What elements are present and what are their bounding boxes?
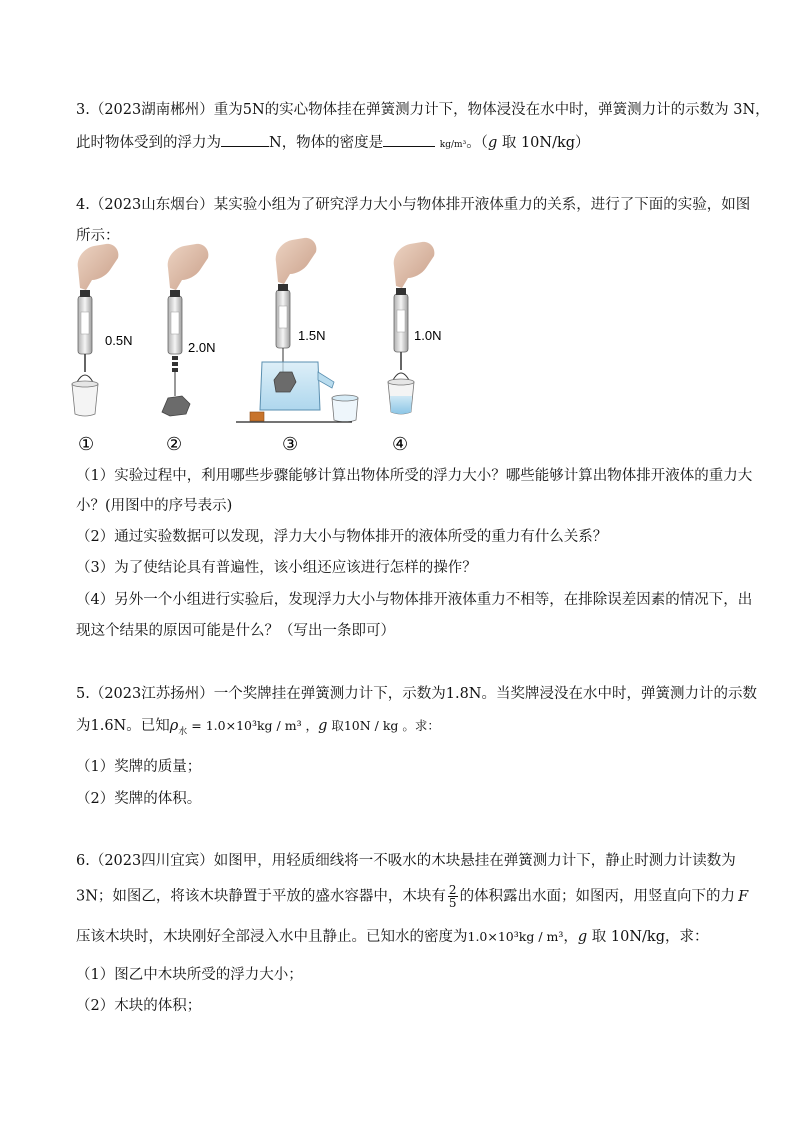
q4-line1: 4.（2023山东烟台）某实验小组为了研究浮力大小与物体排开液体重力的关系，进行了下面的实验，如图 xyxy=(76,197,751,213)
q6-g: g xyxy=(577,929,588,945)
reading-2: 2.0N xyxy=(188,340,216,355)
water-icon xyxy=(390,396,412,414)
q6-frac-den: 5 xyxy=(448,896,457,910)
q6-F: F xyxy=(738,888,749,905)
stone-icon xyxy=(162,396,190,416)
setup-3 xyxy=(236,238,358,422)
q3-text-a: 此时物体受到的浮力为 xyxy=(76,135,221,151)
reading-3: 1.5N xyxy=(298,328,326,343)
q5-rho: ρ xyxy=(169,718,179,734)
q6-text-a: 3N；如图乙，将该木块静置于平放的盛水容器中，木块有 xyxy=(76,888,446,905)
bucket-icon xyxy=(332,398,358,422)
q4-sub1-a: （1）实验过程中，利用哪些步骤能够计算出物体所受的浮力大小？哪些能够计算出物体排开液体的重力大 xyxy=(76,468,753,484)
q6-line3 xyxy=(76,927,708,947)
q3-unit: kg/m³ xyxy=(439,140,467,150)
q5-line1: 5.（2023江苏扬州）一个奖牌挂在弹簧测力计下，示数为1.8N。当奖牌浸没在水中时，弹簧测力计的示数 xyxy=(76,686,757,702)
q4-line2: 所示： xyxy=(76,228,120,244)
q6-line1: 6.（2023四川宜宾）如图甲，用轻质细线将一不吸水的木块悬挂在弹簧测力计下，静止时测力计读数为 xyxy=(76,853,736,869)
bucket-icon xyxy=(72,384,98,416)
label-2: ② xyxy=(166,434,183,455)
q5-text-a: 为1.6N。已知 xyxy=(76,718,170,734)
experiment-figure xyxy=(0,0,794,470)
hand-icon xyxy=(78,244,119,290)
q4-sub4-a: （4）另外一个小组进行实验后，发现浮力大小与物体排开液体重力不相等，在排除误差因素的情况下，出 xyxy=(76,592,753,608)
wood-block-icon xyxy=(250,412,264,421)
q3-text-d: 取 10N/kg） xyxy=(497,135,590,151)
q4-sub1-b: 小？(用图中的序号表示) xyxy=(76,498,233,514)
setup-2 xyxy=(162,244,208,416)
q5-sub1: （1）奖牌的质量； xyxy=(76,759,202,775)
q4-sub3: （3）为了使结论具有普遍性，该小组还应该进行怎样的操作？ xyxy=(76,560,477,576)
reading-1: 0.5N xyxy=(105,333,133,348)
q6-text-c: 压该木块时，木块刚好全部浸入水中且静止。已知水的密度为 xyxy=(76,929,468,945)
q3-text-c: 。（ xyxy=(466,135,488,151)
q5-text-b: = 1.0×10³kg / m³ ， xyxy=(187,718,319,733)
q4-sub4-b: 现这个结果的原因可能是什么？（写出一条即可） xyxy=(76,623,395,639)
q6-sub2: （2）木块的体积； xyxy=(76,998,202,1014)
q3-g: g xyxy=(487,135,498,151)
hand-icon xyxy=(168,244,209,290)
hand-icon xyxy=(394,242,435,288)
label-4: ④ xyxy=(392,434,409,455)
setup-1 xyxy=(72,244,118,416)
q6-text-d: ， xyxy=(563,929,578,945)
q4-sub2: （2）通过实验数据可以发现，浮力大小与物体排开的液体所受的重力有什么关系？ xyxy=(76,529,608,545)
reading-4: 1.0N xyxy=(414,328,442,343)
q6-text-b: 的体积露出水面；如图丙，用竖直向下的力 xyxy=(459,888,736,905)
q3-text-b: N，物体的密度是 xyxy=(269,135,384,151)
q6-rho-value: 1.0×10³kg / m³ xyxy=(467,929,564,944)
q6-line2 xyxy=(76,884,748,909)
label-1: ① xyxy=(78,434,95,455)
hand-icon xyxy=(276,238,317,284)
q5-rho-sub: 水 xyxy=(178,726,188,737)
q3-line1: 3.（2023湖南郴州）重为5N的实心物体挂在弹簧测力计下，物体浸没在水中时，弹簧测力计的示数为 3N， xyxy=(76,102,770,118)
label-3: ③ xyxy=(282,434,299,455)
q6-sub1: （1）图乙中木块所受的浮力大小； xyxy=(76,967,303,983)
q5-g: g xyxy=(318,718,328,734)
q6-text-e: 取 10N/kg，求： xyxy=(587,929,709,945)
q5-text-c: 取10N / kg 。求： xyxy=(327,718,440,733)
q6-fraction xyxy=(448,884,458,909)
q5-line2 xyxy=(76,716,440,742)
q5-sub2: （2）奖牌的体积。 xyxy=(76,791,202,807)
q6-frac-num: 2 xyxy=(448,883,457,897)
